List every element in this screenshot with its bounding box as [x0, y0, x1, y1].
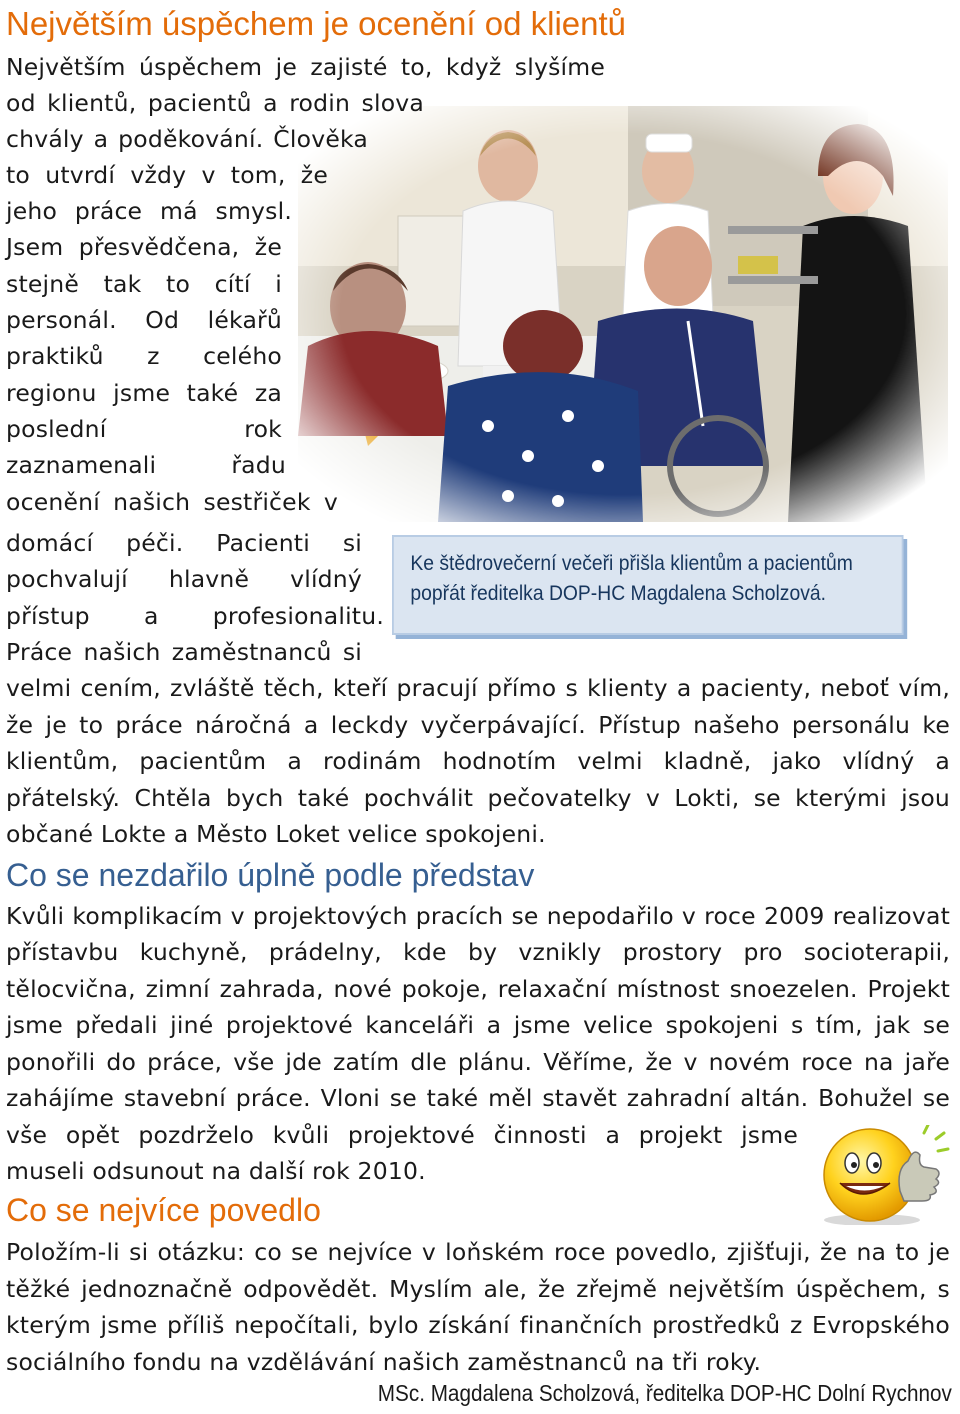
paragraph-line: sociálního fondu na vzdělávání našich zaměstnanců na tři roky.	[6, 1348, 762, 1376]
author-signature: MSc. Magdalena Scholzová, ředitelka DOP-HC Dolní Rychnov	[377, 1380, 952, 1406]
caption-line: popřát ředitelka DOP-HC Magdalena Scholzová.	[410, 582, 826, 605]
paragraph-line: chvály a poděkování. Člověka	[6, 125, 368, 153]
paragraph-line: poslední rok	[6, 415, 282, 443]
paragraph-line: regionu jsme také za	[6, 379, 282, 407]
paragraph-line: občané Lokte a Město Loket velice spokojeni.	[6, 820, 546, 848]
paragraph-line: těžké jednoznačně odpovědět. Myslím ale, že zřejmě největším úspěchem, s	[6, 1275, 950, 1303]
paragraph-line: velmi cením, zvláště těch, kteří pracují přímo s klienty a pacienty, neboť vím,	[6, 674, 950, 702]
paragraph-line: stejně tak to cítí i	[6, 270, 282, 298]
paragraph-line: kterým jsme příliš nepočítali, bylo získání finančních prostředků z Evropského	[6, 1311, 950, 1339]
paragraph-line: pochvalují hlavně vlídný	[6, 565, 362, 593]
photo-christmas-dinner	[298, 106, 948, 522]
photo-caption	[392, 535, 904, 635]
paragraph-line: Největším úspěchem je zajisté to, když slyšíme	[6, 53, 605, 81]
paragraph-line: praktiků z celého	[6, 342, 282, 370]
paragraph-line: že je to práce náročná a leckdy vyčerpávající. Přístup našeho personálu ke	[6, 711, 950, 739]
paragraph-line: museli odsunout na další rok 2010.	[6, 1157, 426, 1185]
section-heading-not-succeeded: Co se nezdařilo úplně podle představ	[6, 857, 535, 893]
section-heading-success: Největším úspěchem je ocenění od klientů	[6, 5, 627, 42]
paragraph-line: přístup a profesionalitu.	[6, 602, 384, 630]
paragraph-line: domácí péči. Pacienti si	[6, 529, 362, 557]
paragraph-line: Jsem přesvědčena, že	[6, 233, 282, 261]
paragraph-line: klientům, pacientům a rodinám hodnotím velmi kladně, jako vlídný a	[6, 747, 950, 775]
section-heading-best-achievement: Co se nejvíce povedlo	[6, 1192, 321, 1228]
paragraph-line: vše opět pozdrželo kvůli projektové činnosti a projekt jsme	[6, 1121, 798, 1149]
paragraph-line: personál. Od lékařů	[6, 306, 282, 334]
caption-line: Ke štědrovečerní večeři přišla klientům a pacientům	[410, 552, 853, 575]
paragraph-line: Kvůli komplikacím v projektových pracích se nepodařilo v roce 2009 realizovat	[6, 902, 950, 930]
paragraph-line: ponořili do práce, vše jde zatím dle plánu. Věříme, že v novém roce na jaře	[6, 1048, 950, 1076]
thumbs-up-smiley-icon	[812, 1125, 960, 1225]
paragraph-line: přátelský. Chtěla bych také pochválit pečovatelky v Lokti, se kterými jsou	[6, 784, 950, 812]
paragraph-line: Práce našich zaměstnanců si	[6, 638, 362, 666]
paragraph-line: zaznamenali řadu	[6, 451, 286, 479]
paragraph-line: Položím-li si otázku: co se nejvíce v loňském roce povedlo, zjišťuji, že na to je	[6, 1238, 950, 1266]
paragraph-line: ocenění našich sestřiček v	[6, 488, 338, 516]
paragraph-line: tělocvična, zimní zahrada, nové pokoje, relaxační místnost snoezelen. Projekt	[6, 975, 950, 1003]
paragraph-line: zahájíme stavební práce. Vloni se také měl stavět zahradní altán. Bohužel se	[6, 1084, 950, 1112]
paragraph-line: to utvrdí vždy v tom, že	[6, 161, 328, 189]
paragraph-line: jeho práce má smysl.	[6, 197, 292, 225]
paragraph-line: přístavbu kuchyně, prádelny, kde by vznikly prostory pro socioterapii,	[6, 938, 950, 966]
paragraph-line: od klientů, pacientů a rodin slova	[6, 89, 424, 117]
paragraph-line: jsme předali jiné projektové kanceláři a jsme velice spokojeni s tím, jak se	[6, 1011, 950, 1039]
